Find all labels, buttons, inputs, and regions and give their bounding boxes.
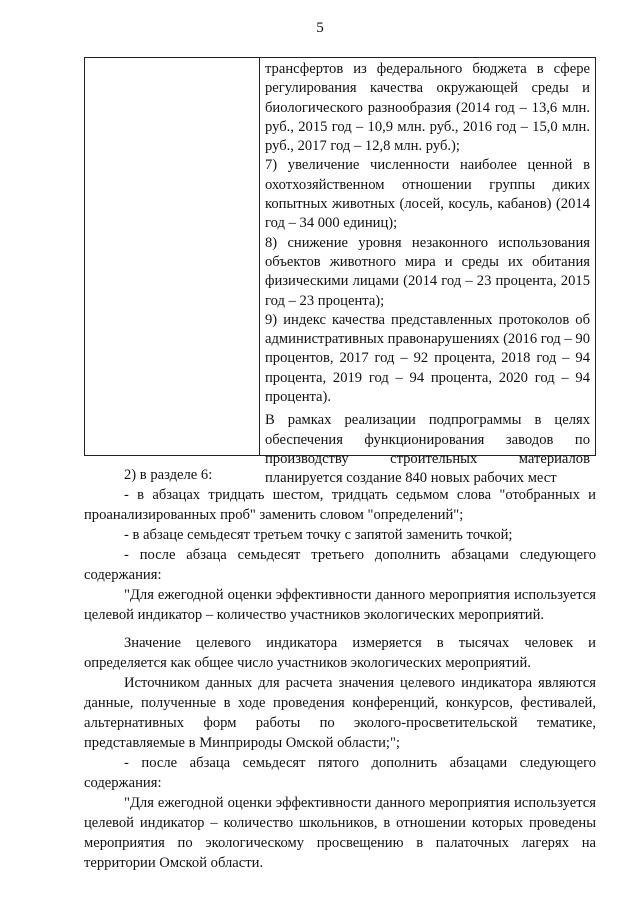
body-paragraph: - после абзаца семьдесят третьего дополнить абзацами следующего содержания: bbox=[84, 547, 596, 583]
body-paragraph: "Для ежегодной оценки эффективности данного мероприятия используется целевой индикатор – количество участников экологических мероприятий. bbox=[84, 587, 596, 623]
body-paragraph: "Для ежегодной оценки эффективности данного мероприятия используется целевой индикатор – количество школьников, в отношении которых проведены мероприятия по экологическому просвещению в палаточных лагерях на территории Омской области. bbox=[84, 795, 596, 871]
document-body bbox=[84, 465, 596, 873]
body-paragraph: - в абзаце семьдесят третьем точку с запятой заменить точкой; bbox=[124, 527, 513, 543]
body-paragraph: - в абзацах тридцать шестом, тридцать седьмом слова "отобранных и проанализированных проб" заменить словом "определений"; bbox=[84, 487, 596, 523]
table-left-cell bbox=[85, 58, 260, 455]
table-right-cell bbox=[265, 60, 590, 489]
table-paragraph: В рамках реализации подпрограммы в целях обеспечения функционирования заводов по производству строительных материалов планируется создание 840 новых рабочих мест bbox=[265, 412, 590, 487]
table-paragraph: трансфертов из федерального бюджета в сфере регулирования качества окружающей среды и биологического разнообразия (2014 год – 13,6 млн. руб., 2015 год – 10,9 млн. руб., 2016 год – 15,0 млн. руб., 2017 год – 12,8 млн. руб.); bbox=[265, 61, 590, 155]
body-paragraph: - после абзаца семьдесят пятого дополнить абзацами следующего содержания: bbox=[84, 755, 596, 791]
table-paragraph: 9) индекс качества представленных протоколов об административных правонарушениях (2016 год – 90 процентов, 2017 год – 92 процента, 2018 год – 94 процента, 2019 год – 94 процента, 2020 год – 94 процента). bbox=[265, 311, 590, 406]
body-paragraph: Источником данных для расчета значения целевого индикатора являются данные, полученные в ходе проведения конференций, конкурсов, фестивалей, альтернативных форм работы по эколого-просветительской тематике, представляемые в Минприроды Омской области;"; bbox=[84, 675, 596, 751]
table-paragraph: 7) увеличение численности наиболее ценной в охотхозяйственном отношении группы диких копытных животных (лосей, косуль, кабанов) (2014 год – 34 000 единиц); bbox=[265, 157, 590, 232]
table-paragraph: 8) снижение уровня незаконного использования объектов животного мира и среды их обитания физическими лицами (2014 год – 23 процента, 2015 год – 23 процента); bbox=[265, 234, 590, 309]
page-number: 5 bbox=[316, 20, 324, 36]
body-paragraph: 2) в разделе 6: bbox=[124, 467, 213, 483]
body-paragraph: Значение целевого индикатора измеряется в тысячах человек и определяется как общее число участников экологических мероприятий. bbox=[84, 635, 596, 671]
